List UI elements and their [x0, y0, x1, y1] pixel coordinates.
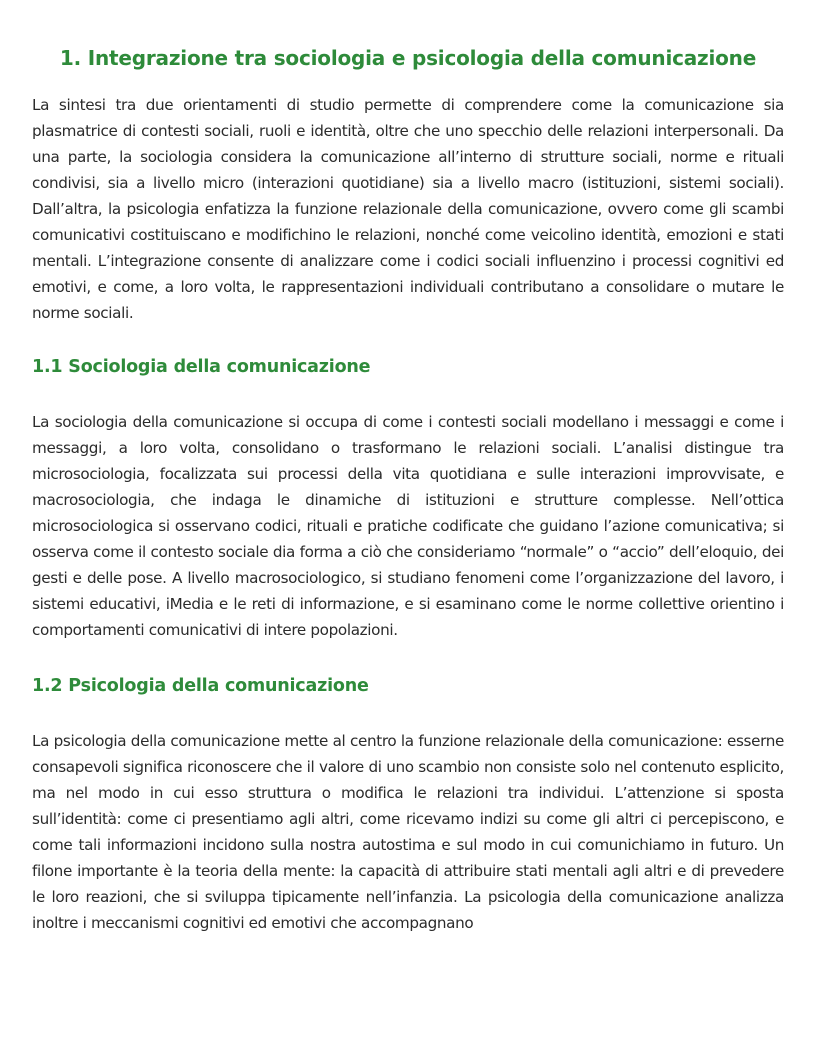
intro-paragraph: La sintesi tra due orientamenti di studio permette di comprendere come la comunicazione sia plasmatrice di contesti sociali, ruoli e identità, oltre che uno specchio delle relazioni interpersonali. Da una parte, la sociologia considera la comunicazione all’interno di strutture sociali, norme e rituali condivisi, sia a livello micro (interazioni quotidiane) sia a livello macro (istituzioni, sistemi sociali). Dall’altra, la psicologia enfatizza la funzione relazionale della comunicazione, ovvero come gli scambi comunicativi costituiscano e modifichino le relazioni, nonché come veicolino identità, emozioni e stati mentali. L’integrazione consente di analizzare come i codici sociali influenzino i processi cognitivi ed emotivi, e come, a loro volta, le rappresentazioni individuali contributano a consolidare o mutare le norme sociali.	[32, 96, 784, 322]
section-heading-sociologia: 1.1 Sociologia della comunicazione	[32, 357, 371, 377]
section-paragraph-psicologia: La psicologia della comunicazione mette al centro la funzione relazionale della comunicazione: esserne consapevoli significa riconoscere che il valore di uno scambio non consiste solo nel contenuto esplicito, ma nel modo in cui esso struttura o modifica le relazioni tra individui. L’attenzione si sposta sull’identità: come ci presentiamo agli altri, come ricevamo indizi su come gli altri ci percepiscono, e come tali informazioni incidono sulla nostra autostima e sul modo in cui comunichiamo in futuro. Un filone importante è la teoria della mente: la capacità di attribuire stati mentali agli altri e di prevedere le loro reazioni, che si sviluppa tipicamente nell’infanzia. La psicologia della comunicazione analizza inoltre i meccanismi cognitivi ed emotivi che accompagnano	[32, 732, 784, 932]
document-title: 1. Integrazione tra sociologia e psicologia della comunicazione	[59, 46, 757, 70]
section-heading-psicologia: 1.2 Psicologia della comunicazione	[32, 676, 369, 696]
section-paragraph-sociologia: La sociologia della comunicazione si occupa di come i contesti sociali modellano i messaggi e come i messaggi, a loro volta, consolidano o trasformano le relazioni sociali. L’analisi distingue tra microsociologia, focalizzata sui processi della vita quotidiana e sulle interazioni improvvisate, e macrosociologia, che indaga le dinamiche di istituzioni e strutture complesse. Nell’ottica microsociologica si osservano codici, rituali e pratiche codificate che guidano l’azione comunicativa; si osserva come il contesto sociale dia forma a ciò che consideriamo “normale” o “accio” dell’eloquio, dei gesti e delle pose. A livello macrosociologico, si studiano fenomeni come l’organizzazione del lavoro, i sistemi educativi, iMedia e le reti di informazione, e si esaminano come le norme collettive orientino i comportamenti comunicativi di intere popolazioni.	[32, 413, 784, 639]
